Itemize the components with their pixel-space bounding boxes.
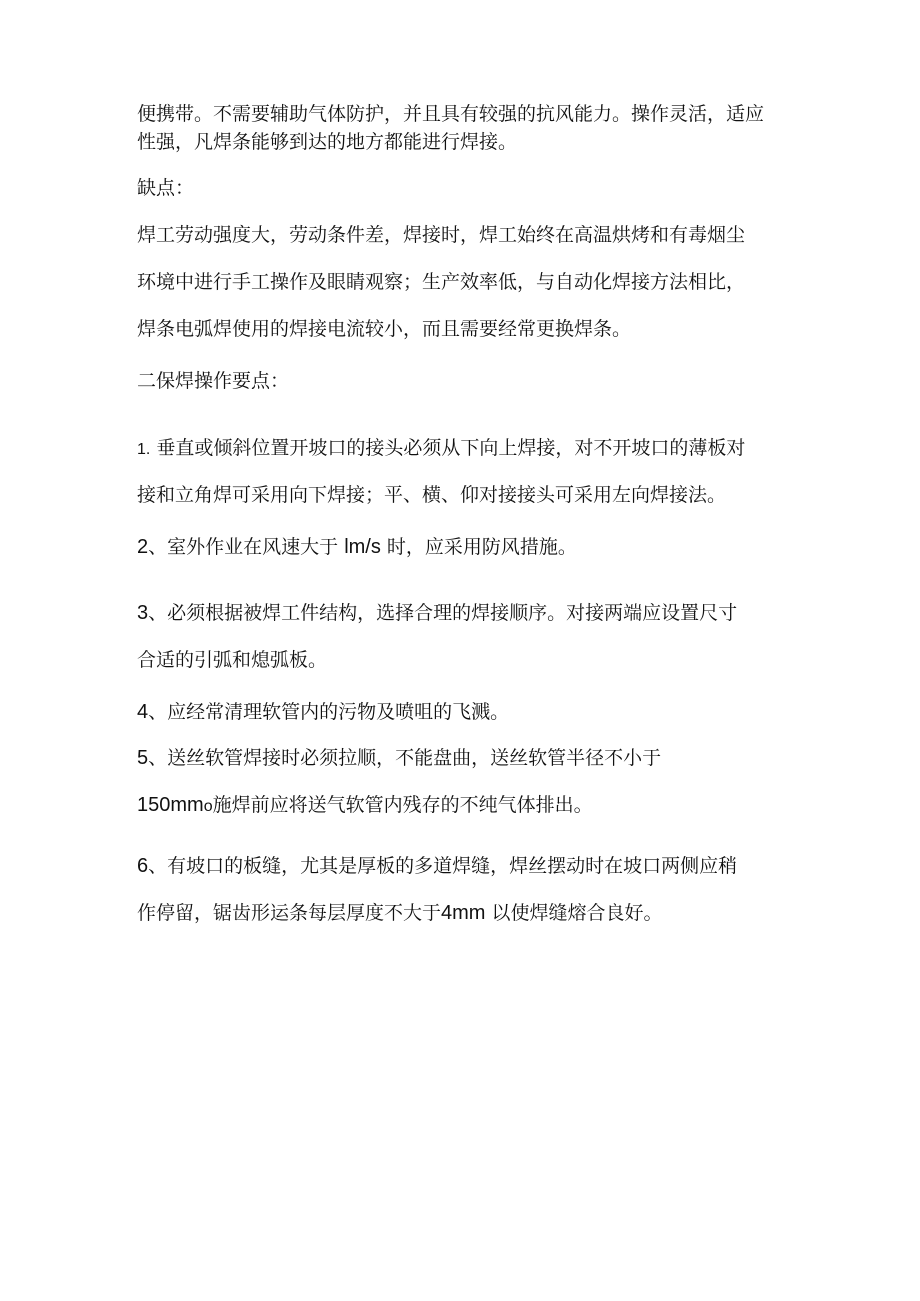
text-line — [137, 900, 787, 926]
line-text: 焊条电弧焊使用的焊接电流较小，而且需要经常更换焊条。 — [137, 318, 632, 340]
text-line — [137, 792, 787, 820]
list-item-3 — [137, 600, 787, 626]
line-text: 施焊前应将送气软管内残存的不纯气体排出。 — [212, 794, 593, 816]
item-number: 4 — [137, 701, 149, 723]
list-item-4 — [137, 699, 787, 725]
text-line — [137, 129, 787, 155]
section-heading-disadvantages — [137, 175, 787, 201]
list-item-1 — [137, 435, 787, 463]
list-item-5 — [137, 745, 787, 771]
item-number: 5 — [137, 747, 149, 769]
line-text: 、有坡口的板缝，尤其是厚板的多道焊缝，焊丝摆动时在坡口两侧应稍 — [148, 855, 738, 877]
text-line — [137, 482, 787, 508]
line-text: 、室外作业在风速大于 — [148, 536, 339, 558]
text-line — [137, 222, 787, 248]
item-number: 6 — [137, 855, 149, 877]
item-number: 2 — [137, 536, 149, 558]
line-text: 、必须根据被焊工件结构，选择合理的焊接顺序。对接两端应设置尺寸 — [148, 602, 738, 624]
measurement-text: 150mm — [137, 794, 204, 816]
line-text: 焊工劳动强度大，劳动条件差，焊接时，焊工始终在高温烘烤和有毒烟尘 — [137, 224, 746, 246]
list-item-6 — [137, 853, 787, 879]
text-line — [137, 269, 787, 295]
item-number: 3 — [137, 602, 149, 624]
list-item-2 — [137, 534, 787, 560]
line-text: 作停留，锯齿形运条每层厚度不大于 — [137, 902, 442, 924]
text-line — [137, 647, 787, 673]
line-text: 合适的引弧和熄弧板。 — [137, 649, 328, 671]
item-number: 1. — [137, 441, 151, 458]
line-text: 以使焊缝熔合良好。 — [491, 902, 663, 924]
punctuation-mark: o — [203, 798, 213, 815]
line-text: 环境中进行手工操作及眼睛观察；生产效率低，与自动化焊接方法相比， — [137, 271, 746, 293]
line-text: 、应经常清理软管内的污物及喷咀的飞溅。 — [148, 701, 510, 723]
text-line — [137, 101, 787, 127]
measurement-text: 4mm — [441, 902, 486, 924]
line-text: 、送丝软管焊接时必须拉顺，不能盘曲，送丝软管半径不小于 — [148, 747, 662, 769]
line-text: 接和立角焊可采用向下焊接；平、横、仰对接接头可采用左向焊接法。 — [137, 484, 727, 506]
heading-text: 二保焊操作要点： — [137, 370, 290, 392]
line-text: 便携带。不需要辅助气体防护，并且具有较强的抗风能力。操作灵活，适应 — [137, 103, 765, 125]
line-text: 垂直或倾斜位置开坡口的接头必须从下向上焊接，对不开坡口的薄板对 — [156, 437, 746, 459]
line-text: 性强，凡焊条能够到达的地方都能进行焊接。 — [137, 131, 518, 153]
unit-text: lm/s — [344, 536, 381, 558]
line-text: 时，应采用防风措施。 — [386, 536, 577, 558]
text-line — [137, 316, 787, 342]
section-heading-co2-welding — [137, 368, 787, 394]
heading-text: 缺点： — [137, 177, 195, 199]
